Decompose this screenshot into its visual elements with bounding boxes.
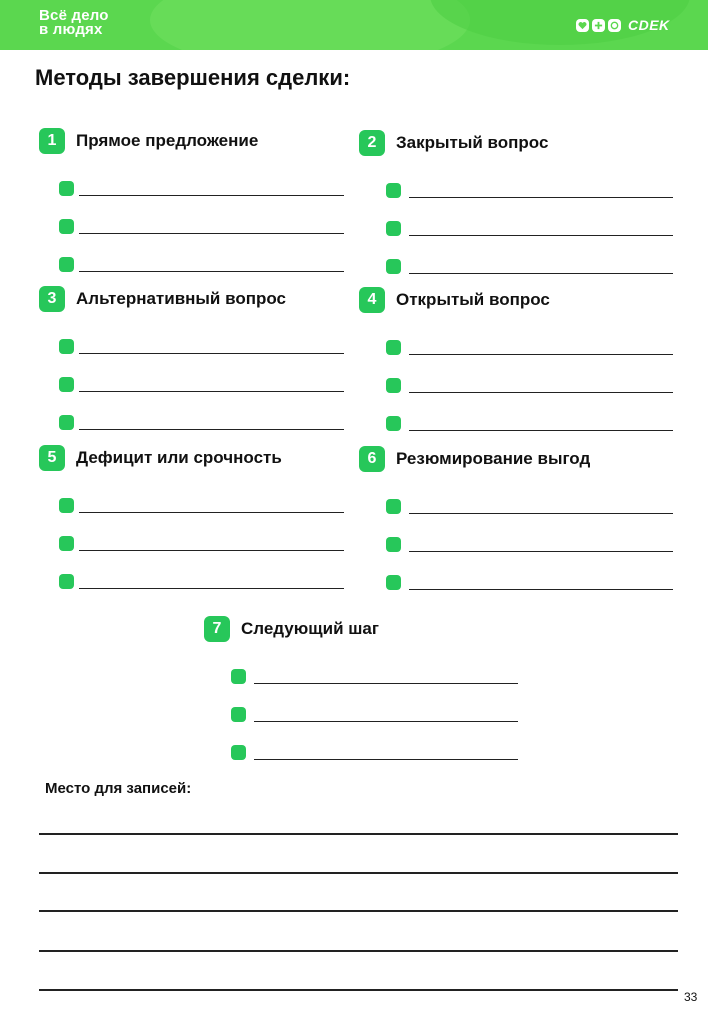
slogan-line: в людях: [39, 21, 103, 38]
heart-icon: [576, 19, 589, 32]
answer-row[interactable]: [59, 554, 349, 589]
plus-icon: [592, 19, 605, 32]
method-section: [39, 285, 349, 433]
notes-line[interactable]: [39, 989, 678, 991]
answer-line[interactable]: [409, 273, 673, 275]
bullet-icon: [231, 669, 246, 684]
section-title: Альтернативный вопрос: [76, 289, 286, 308]
bullet-icon: [386, 537, 401, 552]
answer-line[interactable]: [254, 721, 518, 723]
section-title: Открытый вопрос: [396, 290, 550, 309]
bullet-icon: [386, 378, 401, 393]
method-section: [359, 445, 669, 593]
header-banner: [0, 0, 708, 50]
answer-line[interactable]: [409, 392, 673, 394]
section-title: Закрытый вопрос: [396, 133, 549, 152]
answer-line[interactable]: [409, 354, 673, 356]
notes-label: Место для записей:: [45, 780, 192, 797]
answer-row[interactable]: [386, 163, 669, 198]
section-number-badge: 7: [204, 616, 230, 642]
answer-line[interactable]: [79, 550, 344, 552]
answer-row[interactable]: [386, 320, 669, 355]
answer-row[interactable]: [386, 396, 669, 431]
answer-line[interactable]: [79, 271, 344, 273]
section-title: Дефицит или срочность: [76, 448, 282, 467]
section-title: Резюмирование выгод: [396, 449, 591, 468]
page-number: 33: [684, 990, 698, 1004]
section-number-badge: 4: [359, 287, 385, 313]
method-section: [39, 444, 349, 592]
bullet-icon: [59, 377, 74, 392]
answer-row[interactable]: [386, 555, 669, 590]
answer-row[interactable]: [386, 201, 669, 236]
answer-row[interactable]: [231, 687, 514, 722]
answer-line[interactable]: [409, 551, 673, 553]
page-title: Методы завершения сделки:: [35, 65, 351, 90]
bullet-icon: [231, 745, 246, 760]
answer-row[interactable]: [59, 357, 349, 392]
answer-line[interactable]: [79, 195, 344, 197]
bullet-icon: [386, 499, 401, 514]
bullet-icon: [59, 415, 74, 430]
bullet-icon: [59, 181, 74, 196]
answer-line[interactable]: [409, 430, 673, 432]
answer-row[interactable]: [59, 199, 349, 234]
answer-row[interactable]: [231, 649, 514, 684]
answer-line[interactable]: [254, 683, 518, 685]
header-decoration: [150, 0, 470, 50]
method-section: [39, 127, 349, 275]
notes-line[interactable]: [39, 910, 678, 912]
section-number-badge: 3: [39, 286, 65, 312]
notes-line[interactable]: [39, 833, 678, 835]
bullet-icon: [59, 257, 74, 272]
smile-icon: [608, 19, 621, 32]
bullet-icon: [386, 340, 401, 355]
brand-name: CDEK: [628, 17, 670, 33]
method-section: [359, 286, 669, 434]
answer-line[interactable]: [409, 235, 673, 237]
answer-row[interactable]: [59, 319, 349, 354]
bullet-icon: [59, 498, 74, 513]
answer-row[interactable]: [386, 358, 669, 393]
answer-row[interactable]: [59, 237, 349, 272]
method-section: [359, 129, 669, 277]
answer-line[interactable]: [79, 353, 344, 355]
answer-row[interactable]: [386, 517, 669, 552]
answer-row[interactable]: [59, 161, 349, 196]
answer-row[interactable]: [386, 239, 669, 274]
bullet-icon: [386, 259, 401, 274]
bullet-icon: [386, 416, 401, 431]
answer-line[interactable]: [254, 759, 518, 761]
bullet-icon: [386, 183, 401, 198]
section-number-badge: 2: [359, 130, 385, 156]
answer-line[interactable]: [409, 197, 673, 199]
answer-line[interactable]: [79, 233, 344, 235]
section-title: Следующий шаг: [241, 619, 379, 638]
bullet-icon: [59, 536, 74, 551]
answer-line[interactable]: [79, 429, 344, 431]
method-section: [204, 615, 514, 763]
bullet-icon: [59, 339, 74, 354]
answer-row[interactable]: [386, 479, 669, 514]
section-number-badge: 6: [359, 446, 385, 472]
answer-row[interactable]: [59, 395, 349, 430]
slogan: [39, 9, 109, 37]
notes-line[interactable]: [39, 950, 678, 952]
bullet-icon: [386, 221, 401, 236]
section-number-badge: 5: [39, 445, 65, 471]
bullet-icon: [231, 707, 246, 722]
answer-line[interactable]: [79, 391, 344, 393]
answer-line[interactable]: [79, 512, 344, 514]
notes-line[interactable]: [39, 872, 678, 874]
answer-line[interactable]: [409, 589, 673, 591]
brand-logo: [576, 17, 670, 33]
section-title: Прямое предложение: [76, 131, 259, 150]
answer-row[interactable]: [231, 725, 514, 760]
section-number-badge: 1: [39, 128, 65, 154]
answer-line[interactable]: [409, 513, 673, 515]
answer-row[interactable]: [59, 516, 349, 551]
slogan-line: Всё дело: [39, 7, 109, 24]
bullet-icon: [59, 219, 74, 234]
bullet-icon: [386, 575, 401, 590]
answer-line[interactable]: [79, 588, 344, 590]
bullet-icon: [59, 574, 74, 589]
answer-row[interactable]: [59, 478, 349, 513]
